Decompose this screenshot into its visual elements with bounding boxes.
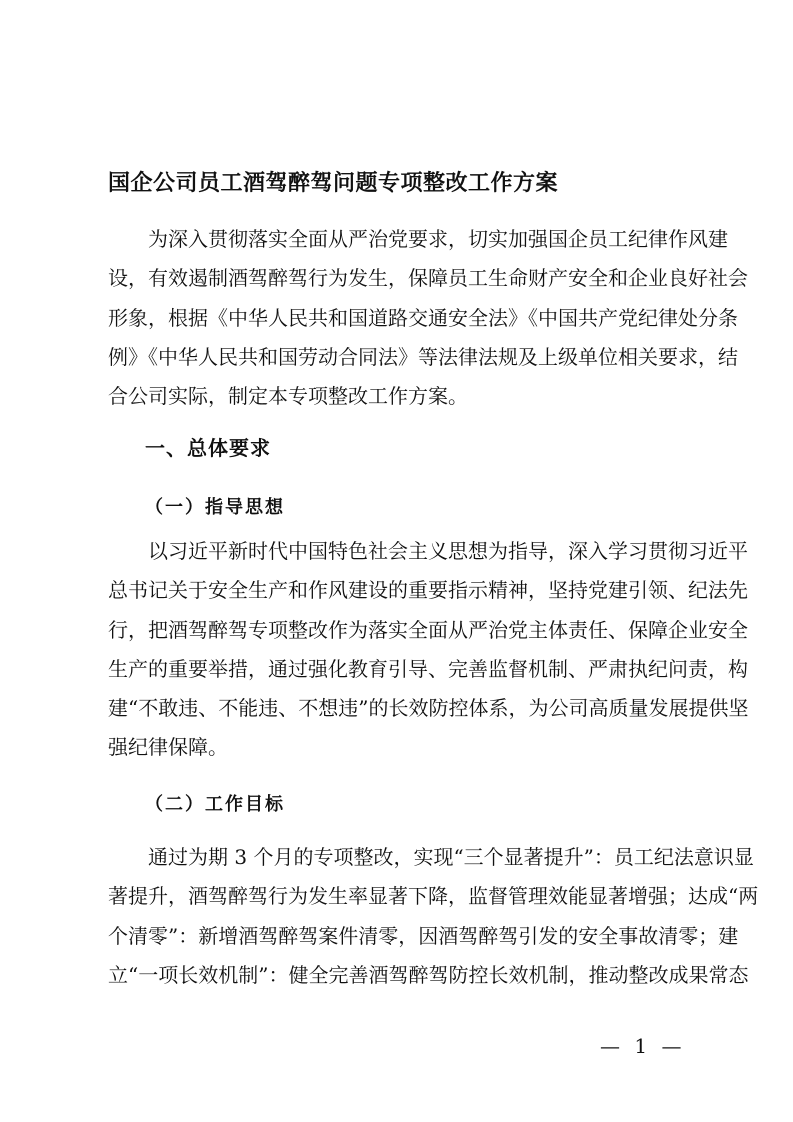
goals-paragraph (108, 838, 759, 995)
text-line: 合公司实际，制定本专项整改工作方案。 (108, 384, 468, 409)
subsection-heading: （一）指导思想 (145, 497, 285, 518)
text-line: 著提升，酒驾醉驾行为发生率显著下降，监督管理效能显著增强；达成“两 (108, 884, 759, 909)
subsection-heading: （二）工作目标 (145, 794, 285, 815)
text-line: 个清零”：新增酒驾醉驾案件清零，因酒驾醉驾引发的安全事故清零；建 (108, 923, 739, 948)
page-number: — 1 — (600, 1034, 686, 1058)
text-line: 通过为期 3 个月的专项整改，实现“三个显著提升”：员工纪法意识显 (148, 845, 754, 869)
intro-paragraph (108, 220, 748, 416)
text-line: 形象，根据《中华人民共和国道路交通安全法》《中国共产党纪律处分条 (108, 305, 738, 330)
text-line: 例》《中华人民共和国劳动合同法》等法律法规及上级单位相关要求，结 (108, 344, 738, 369)
text-line: 立“一项长效机制”：健全完善酒驾醉驾防控长效机制，推动整改成果常态 (108, 962, 749, 987)
section-heading: 一、总体要求 (145, 436, 271, 460)
text-line: 以习近平新时代中国特色社会主义思想为指导，深入学习贯彻习近平 (148, 539, 748, 563)
text-line: 为深入贯彻落实全面从严治党要求，切实加强国企员工纪律作风建 (148, 227, 728, 251)
text-line: 行，把酒驾醉驾专项整改作为落实全面从严治党主体责任、保障企业安全 (108, 617, 748, 642)
document-title: 国企公司员工酒驾醉驾问题专项整改工作方案 (108, 171, 559, 196)
guiding-thought-paragraph (108, 532, 749, 768)
text-line: 生产的重要举措，通过强化教育引导、完善监督机制、严肃执纪问责，构 (108, 656, 748, 681)
text-line: 设，有效遏制酒驾醉驾行为发生，保障员工生命财产安全和企业良好社会 (108, 266, 748, 291)
text-line: 建“不敢违、不能违、不想违”的长效防控体系，为公司高质量发展提供坚 (108, 696, 749, 721)
text-line: 强纪律保障。 (108, 735, 228, 760)
text-line: 总书记关于安全生产和作风建设的重要指示精神，坚持党建引领、纪法先 (108, 578, 748, 603)
